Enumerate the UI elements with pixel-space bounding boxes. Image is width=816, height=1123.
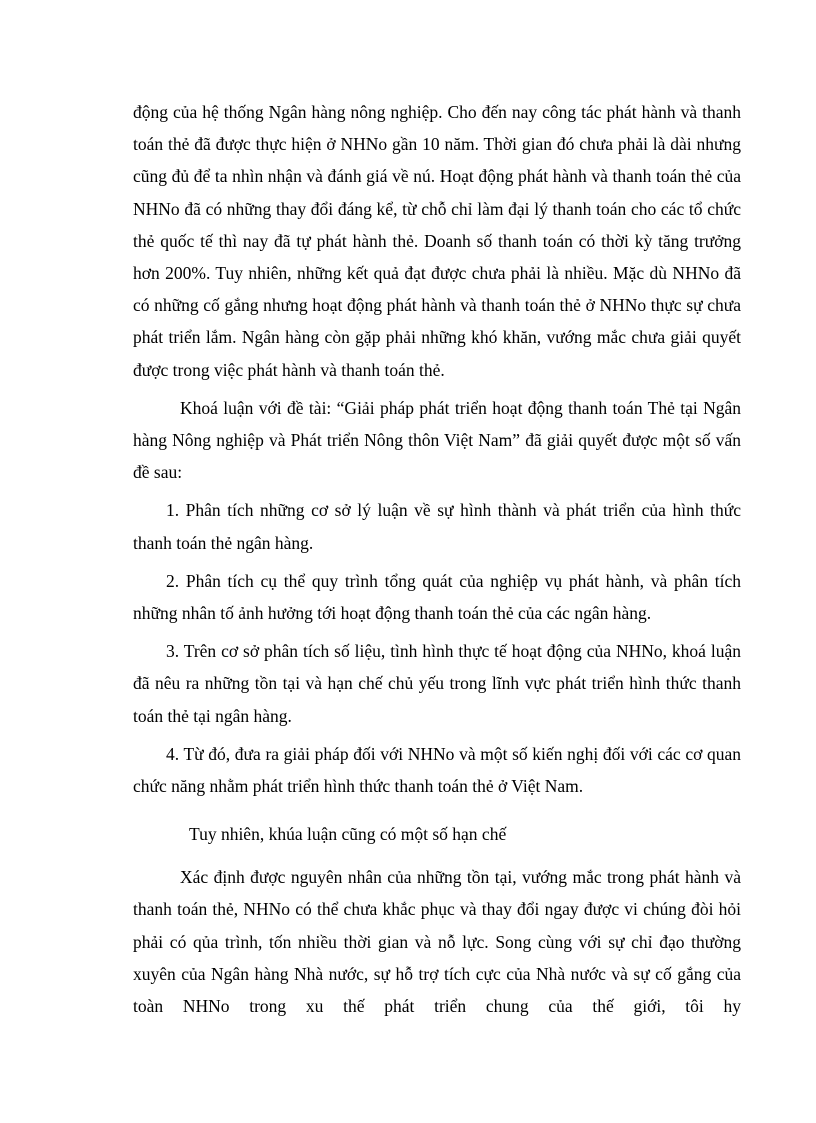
list-item-3: 3. Trên cơ sở phân tích số liệu, tình hình thực tế hoạt động của NHNo, khoá luận đã nêu ra những tồn tại và hạn chế chủ yếu trong lĩnh vực phát triển hình thức thanh toán thẻ tại ngân hàng. bbox=[133, 641, 741, 726]
list-item-2: 2. Phân tích cụ thể quy trình tổng quát của nghiệp vụ phát hành, và phân tích những nhân tố ảnh hưởng tới hoạt động thanh toán thẻ của các ngân hàng. bbox=[133, 570, 741, 624]
list-item-4: 4. Từ đó, đưa ra giải pháp đối với NHNo và một số kiến nghị đối với các cơ quan chức năng nhằm phát triển hình thức thanh toán thẻ ở Việt Nam. bbox=[133, 743, 741, 797]
paragraph-causes: Xác định được nguyên nhân của những tồn tại, vướng mắc trong phát hành và thanh toán thẻ, NHNo có thể chưa khắc phục và thay đổi ngay được vi chúng đòi hỏi phải có qủa trình, tốn nhiều thời gian và nỗ lực. Song cùng với sự chỉ đạo thường xuyên của Ngân hàng Nhà nước, sự hỗ trợ tích cực của Nhà nước và sự cố gắng của toàn NHNo trong xu thế phát triển chung của thế giới, tôi hy bbox=[133, 867, 741, 1017]
body-text bbox=[133, 96, 741, 1022]
list-item-1: 1. Phân tích những cơ sở lý luận về sự hình thành và phát triển của hình thức thanh toán thẻ ngân hàng. bbox=[133, 500, 741, 553]
paragraph-thesis-topic: Khoá luận với đề tài: “Giải pháp phát triển hoạt động thanh toán Thẻ tại Ngân hàng Nông nghiệp và Phát triển Nông thôn Việt Nam” đã giải quyết được một số vấn đề sau: bbox=[133, 397, 741, 483]
paragraph-limitations: Tuy nhiên, khúa luận cũng có một số hạn chế bbox=[189, 824, 507, 845]
paragraph-card-operations: động của hệ thống Ngân hàng nông nghiệp. Cho đến nay công tác phát hành và thanh toán thẻ đã được thực hiện ở NHNo gần 10 năm. Thời gian đó chưa phải là dài nhưng cũng đủ để ta nhìn nhận và đánh giá về nú. Hoạt động phát hành và thanh toán thẻ của NHNo đã có những thay đổi đáng kể, từ chỗ chỉ làm đại lý thanh toán cho các tổ chức thẻ quốc tế thì nay đã tự phát hành thẻ. Doanh số thanh toán có thời kỳ tăng trưởng hơn 200%. Tuy nhiên, những kết quả đạt được chưa phải là nhiều. Mặc dù NHNo đã có những cố gắng nhưng hoạt động phát hành và thanh toán thẻ ở NHNo thực sự chưa phát triển lắm. Ngân hàng còn gặp phải những khó khăn, vướng mắc chưa giải quyết được trong việc phát hành và thanh toán thẻ. bbox=[133, 102, 741, 380]
